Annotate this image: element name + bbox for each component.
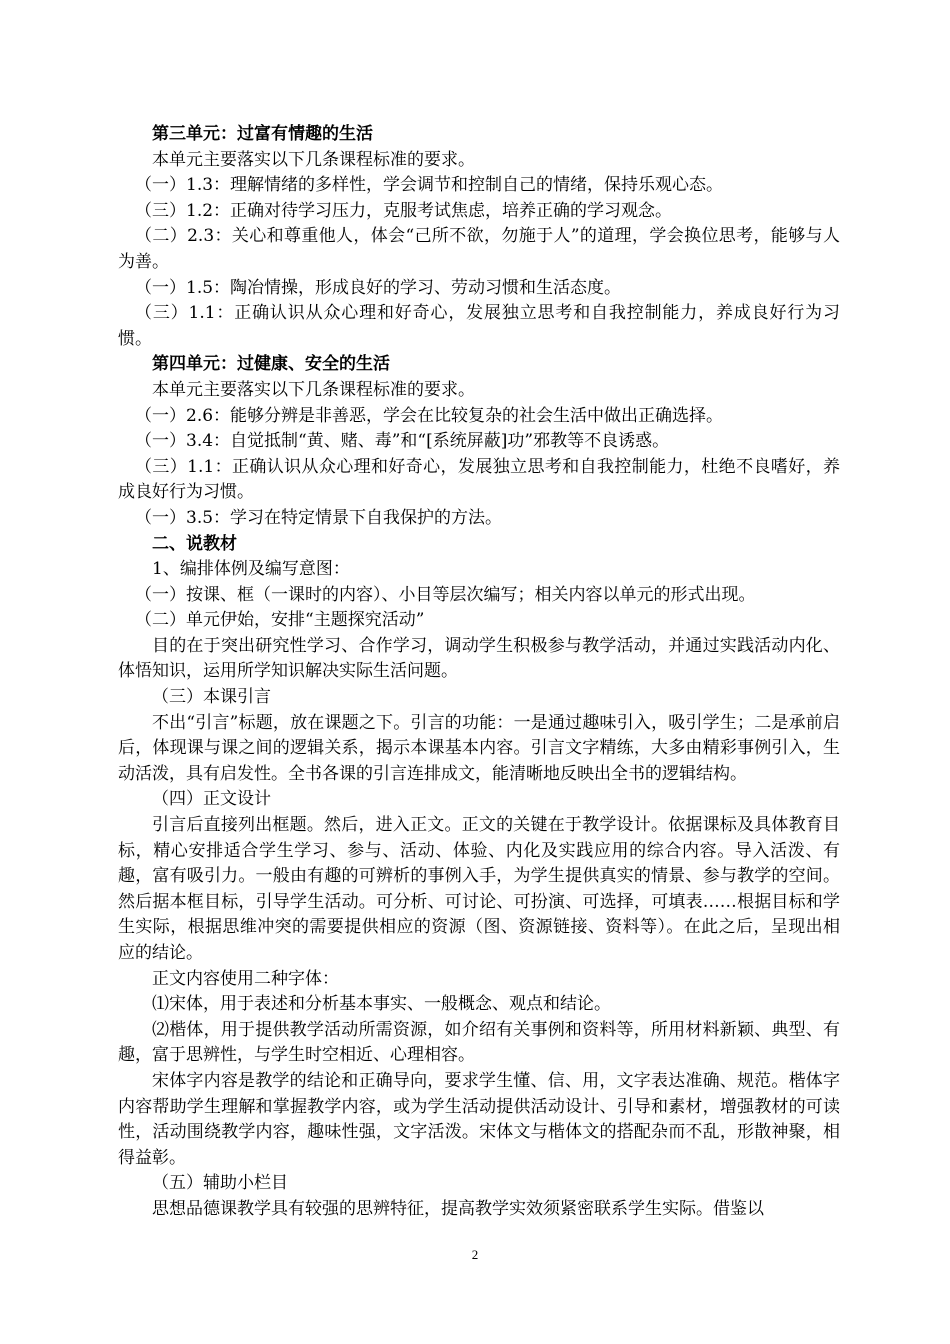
paragraph: （三）本课引言	[152, 687, 271, 708]
paragraph: （二）单元伊始，安排“主题探究活动”	[135, 610, 425, 631]
paragraph: 1、编排体例及编写意图：	[152, 559, 350, 580]
paragraph: 正文内容使用二种字体：	[152, 968, 339, 989]
paragraph: （五）辅助小栏目	[152, 1173, 288, 1194]
paragraph: 目的在于突出研究性学习、合作学习，调动学生积极参与教学活动，并通过实践活动内化、体悟知识，运用所学知识解决实际生活问题。	[118, 635, 840, 682]
paragraph: 引言后直接列出框题。然后，进入正文。正文的关键在于教学设计。依据课标及具体教育目标，精心安排适合学生学习、参与、活动、体验、内化及实践应用的综合内容。导入活泼、有趣，富有吸引力。一般由有趣的可辨析的事例入手，为学生提供真实的情景、参与教学的空间。然后据本框目标，引导学生活动。可分析、可讨论、可扮演、可选择，可填表……根据目标和学生实际，根据思维冲突的需要提供相应的资源（图、资源链接、资料等）。在此之后，呈现出相应的结论。	[118, 815, 840, 963]
heading-unit-3: 第三单元：过富有情趣的生活	[152, 124, 373, 144]
paragraph: （一）1.5：陶冶情操，形成良好的学习、劳动习惯和生活态度。	[135, 277, 622, 298]
paragraph: （一）3.4：自觉抵制“黄、赌、毒”和“[系统屏蔽]功”邪教等不良诱惑。	[135, 431, 670, 452]
paragraph: （一）2.6：能够分辨是非善恶，学会在比较复杂的社会生活中做出正确选择。	[135, 405, 724, 426]
paragraph: ⑵楷体，用于提供教学活动所需资源，如介绍有关事例和资料等，所用材料新颖、典型、有趣，富于思辨性，与学生时空相近、心理相容。	[118, 1019, 840, 1066]
paragraph: （三）1.1：正确认识从众心理和好奇心，发展独立思考和自我控制能力，养成良好行为习惯。	[118, 303, 840, 349]
paragraph: （四）正文设计	[152, 789, 271, 810]
heading-section-2: 二、说教材	[152, 533, 237, 554]
paragraph: ⑴宋体，用于表述和分析基本事实、一般概念、观点和结论。	[152, 994, 611, 1015]
paragraph: 思想品德课教学具有较强的思辨特征，提高教学实效须紧密联系学生实际。借鉴以	[152, 1198, 764, 1219]
paragraph: （三）1.2：正确对待学习压力，克服考试焦虑，培养正确的学习观念。	[135, 200, 673, 221]
paragraph: （一）3.5：学习在特定情景下自我保护的方法。	[135, 507, 503, 528]
page-number: 2	[471, 1247, 479, 1262]
document-body	[118, 122, 840, 1223]
paragraph: 不出“引言”标题，放在课题之下。引言的功能：一是通过趣味引入，吸引学生；二是承前启后，体现课与课之间的逻辑关系，揭示本课基本内容。引言文字精练，大多由精彩事例引入，生动活泼，具有启发性。全书各课的引言连排成文，能清晰地反映出全书的逻辑结构。	[118, 712, 840, 784]
paragraph: 宋体字内容是教学的结论和正确导向，要求学生懂、信、用，文字表达准确、规范。楷体字内容帮助学生理解和掌握教学内容，或为学生活动提供活动设计、引导和素材，增强教材的可读性，活动围绕教学内容，趣味性强，文字活泼。宋体文与楷体文的搭配杂而不乱，形散神聚，相得益彰。	[118, 1070, 840, 1168]
paragraph: 本单元主要落实以下几条课程标准的要求。	[152, 379, 475, 400]
heading-unit-4: 第四单元：过健康、安全的生活	[152, 354, 390, 375]
paragraph: （一）按课、框（一课时的内容）、小目等层次编写；相关内容以单元的形式出现。	[135, 584, 756, 605]
paragraph: 本单元主要落实以下几条课程标准的要求。	[152, 149, 475, 170]
paragraph: （二）2.3：关心和尊重他人，体会“己所不欲，勿施于人”的道理，学会换位思考，能够与人为善。	[118, 226, 840, 272]
paragraph: （一）1.3：理解情绪的多样性，学会调节和控制自己的情绪，保持乐观心态。	[135, 175, 724, 196]
paragraph: （三）1.1：正确认识从众心理和好奇心，发展独立思考和自我控制能力，杜绝不良嗜好，养成良好行为习惯。	[118, 456, 840, 503]
